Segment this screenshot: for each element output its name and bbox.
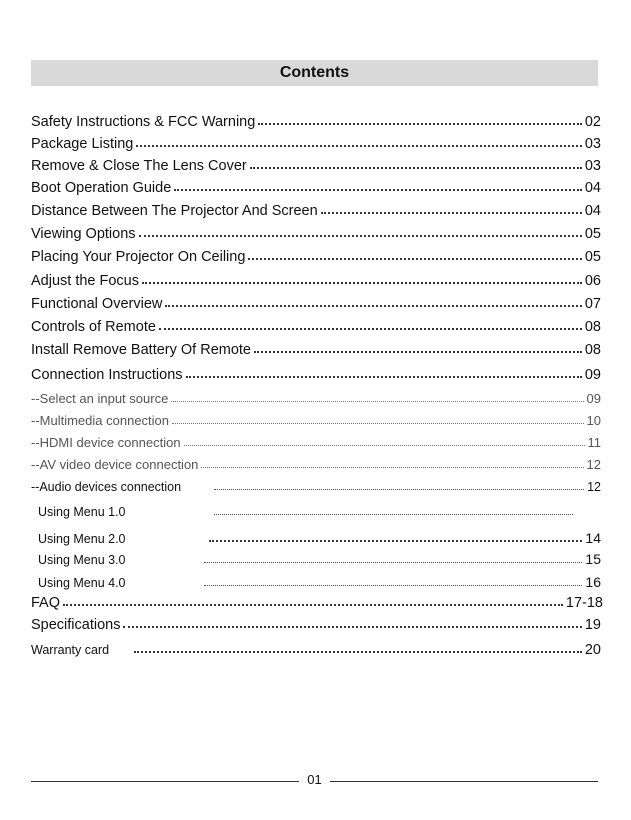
dot-leader — [142, 282, 582, 284]
toc-entry-label: Package Listing — [31, 136, 134, 152]
toc-subentry[interactable] — [31, 551, 601, 567]
toc-entry[interactable] — [31, 136, 601, 152]
toc-entry-page: 05 — [584, 249, 601, 265]
toc-entry-page: 09 — [584, 367, 601, 383]
toc-entry-page: 12 — [587, 480, 601, 494]
toc-subentry[interactable] — [31, 480, 601, 494]
toc-entry-page: 14 — [585, 530, 601, 546]
toc-entry[interactable] — [31, 203, 601, 219]
toc-entry-label: --Select an input source — [31, 391, 169, 406]
toc-entry-page: 16 — [585, 574, 601, 590]
dot-leader — [136, 145, 581, 147]
toc-entry-label: Controls of Remote — [31, 319, 156, 335]
toc-entry-label: Using Menu 4.0 — [31, 576, 126, 590]
toc-entry-page: 04 — [584, 180, 601, 196]
dot-leader — [209, 540, 582, 542]
toc-entry-page: 07 — [584, 296, 601, 312]
page-footer — [31, 772, 598, 790]
toc-entry-label: Install Remove Battery Of Remote — [31, 342, 251, 358]
toc-entry[interactable] — [31, 319, 601, 335]
toc-subentry[interactable] — [31, 391, 601, 406]
toc-subentry[interactable] — [31, 457, 601, 472]
toc-entry-label: Distance Between The Projector And Screen — [31, 203, 318, 219]
dot-leader — [258, 123, 582, 125]
toc-entry-label: Connection Instructions — [31, 367, 183, 383]
dot-leader — [248, 258, 581, 260]
dot-leader — [214, 514, 573, 515]
dot-leader — [171, 401, 583, 402]
toc-entry-page: 04 — [584, 203, 601, 219]
dot-leader — [159, 328, 582, 330]
dot-leader — [204, 562, 582, 563]
dot-leader — [204, 585, 582, 586]
toc-entry-label: Functional Overview — [31, 296, 163, 312]
toc-entry[interactable] — [31, 617, 601, 633]
dot-leader — [123, 626, 581, 628]
toc-entry[interactable] — [31, 180, 601, 196]
toc-entry-page: 20 — [584, 642, 601, 658]
toc-entry[interactable] — [31, 595, 603, 611]
toc-entry[interactable] — [31, 273, 601, 289]
toc-entry-label: Adjust the Focus — [31, 273, 139, 289]
toc-entry-page: 10 — [586, 413, 601, 428]
dot-leader — [214, 489, 584, 490]
toc-subentry[interactable] — [31, 505, 576, 519]
toc-subentry[interactable] — [31, 574, 601, 590]
toc-entry-label: --Audio devices connection — [31, 480, 182, 494]
dot-leader — [174, 189, 582, 191]
dot-leader — [321, 212, 582, 214]
dot-leader — [184, 445, 585, 446]
toc-entry-page: 11 — [587, 435, 601, 450]
dot-leader — [172, 423, 584, 424]
toc-entry-label: Boot Operation Guide — [31, 180, 172, 196]
toc-entry[interactable] — [31, 367, 601, 383]
dot-leader — [250, 167, 582, 169]
toc-entry-label: --HDMI device connection — [31, 435, 181, 450]
dot-leader — [139, 235, 582, 237]
toc-entry[interactable] — [31, 158, 601, 174]
dot-leader — [134, 651, 582, 653]
toc-entry-label: Using Menu 1.0 — [31, 505, 126, 519]
toc-entry-page: 05 — [584, 226, 601, 242]
toc-entry-page: 08 — [584, 342, 601, 358]
contents-title-bar — [31, 60, 598, 86]
toc-entry-label: Using Menu 2.0 — [31, 532, 126, 546]
toc-entry-label: Safety Instructions & FCC Warning — [31, 114, 256, 130]
toc-subentry[interactable] — [31, 435, 601, 450]
toc-subentry[interactable] — [31, 530, 601, 546]
toc-entry-page: 08 — [584, 319, 601, 335]
toc-entry-label: --AV video device connection — [31, 457, 199, 472]
toc-entry[interactable] — [31, 114, 601, 130]
toc-entry-label: Remove & Close The Lens Cover — [31, 158, 247, 174]
page-title: Contents — [279, 64, 350, 81]
toc-entry-label: --Multimedia connection — [31, 413, 170, 428]
toc-entry-label: Viewing Options — [31, 226, 136, 242]
toc-entry[interactable] — [31, 642, 601, 658]
dot-leader — [201, 467, 583, 468]
toc-entry-label: Placing Your Projector On Ceiling — [31, 249, 246, 265]
toc-entry-page: 03 — [584, 136, 601, 152]
toc-entry-page: 19 — [584, 617, 601, 633]
toc-entry-page: 03 — [584, 158, 601, 174]
toc-entry-page: 06 — [584, 273, 601, 289]
toc-entry-label: Specifications — [31, 617, 121, 633]
toc-entry-page: 17-18 — [565, 595, 603, 611]
dot-leader — [63, 604, 563, 606]
toc-entry[interactable] — [31, 296, 601, 312]
toc-entry-label: Warranty card — [31, 643, 110, 657]
toc-entry[interactable] — [31, 342, 601, 358]
toc-entry-label: FAQ — [31, 595, 61, 611]
toc-entry-page: 09 — [586, 391, 601, 406]
toc-subentry[interactable] — [31, 413, 601, 428]
dot-leader — [254, 351, 582, 353]
toc-entry[interactable] — [31, 226, 601, 242]
dot-leader — [186, 376, 582, 378]
page-number: 01 — [31, 772, 598, 787]
toc-entry-page: 12 — [586, 457, 601, 472]
toc-entry-label: Using Menu 3.0 — [31, 553, 126, 567]
dot-leader — [165, 305, 582, 307]
toc-entry-page: 02 — [584, 114, 601, 130]
toc-entry-page: 15 — [585, 551, 601, 567]
toc-entry[interactable] — [31, 249, 601, 265]
